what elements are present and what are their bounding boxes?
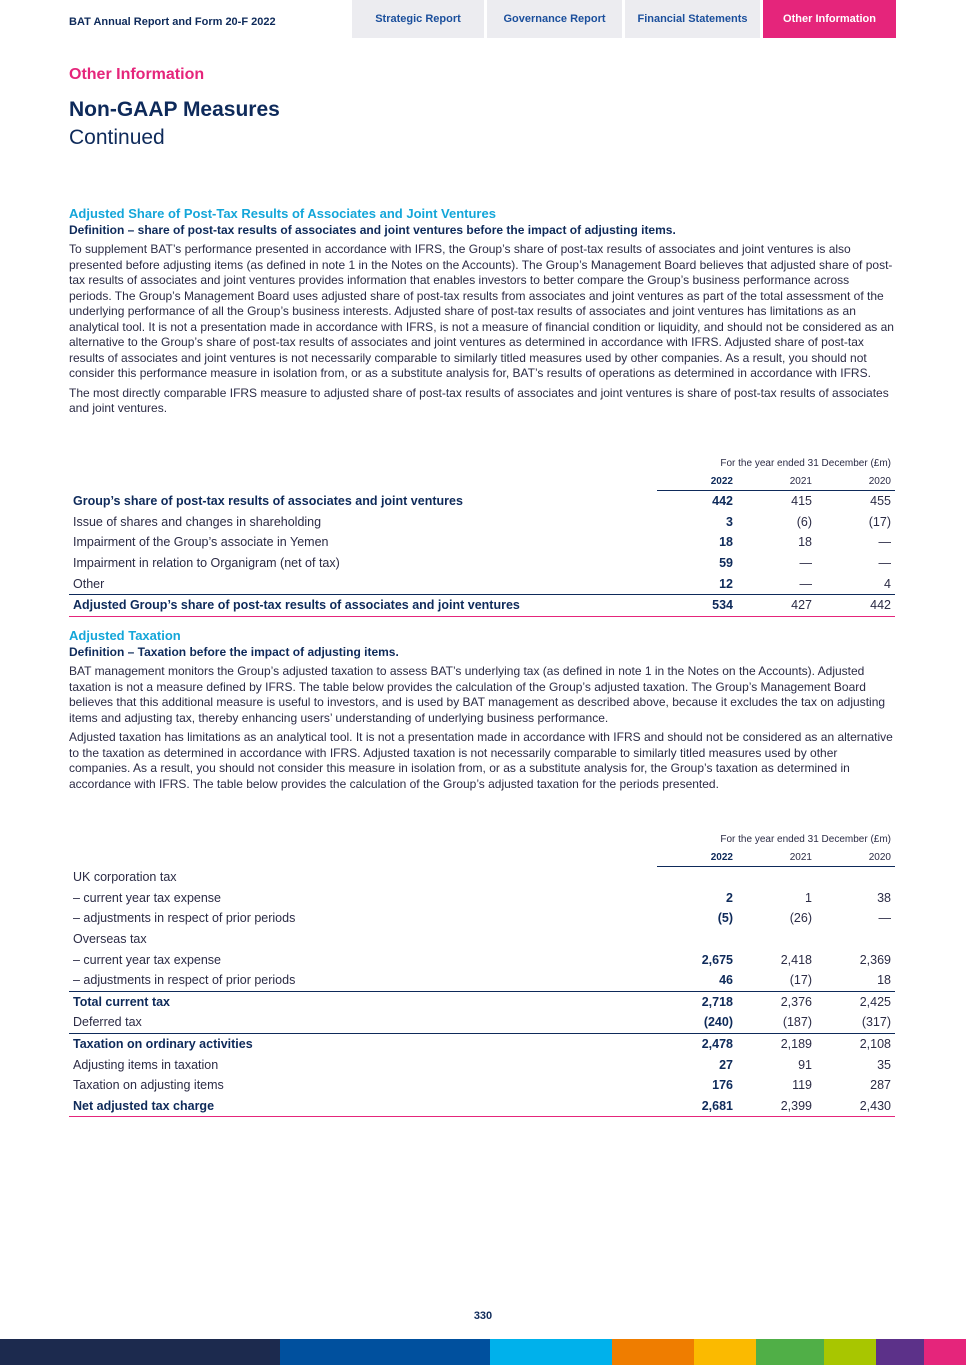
row-label: Overseas tax: [73, 932, 147, 947]
row-label: – current year tax expense: [73, 952, 221, 967]
year-2022: 2022: [710, 851, 733, 863]
table-row: [69, 991, 895, 1013]
table-row: [69, 970, 895, 991]
associates-definition: Definition – share of post-tax results of associates and joint ventures before the impact of adjusting items.: [69, 223, 676, 237]
table-row: [69, 1012, 895, 1033]
value-2021: —: [799, 556, 812, 571]
row-label: Impairment of the Group’s associate in Yemen: [73, 535, 329, 550]
tab-strategic-report[interactable]: Strategic Report: [352, 0, 484, 38]
table-row: [69, 553, 895, 574]
value-2021: (6): [796, 514, 812, 529]
value-2021: 427: [791, 598, 812, 613]
table-year-header: [657, 848, 895, 867]
value-2021: 2,189: [780, 1037, 812, 1052]
value-2021: 91: [798, 1057, 812, 1072]
report-title: BAT Annual Report and Form 20-F 2022: [69, 16, 276, 28]
value-2022: 12: [719, 576, 733, 591]
value-2022: 2,718: [701, 994, 733, 1009]
color-segment: [280, 1339, 490, 1365]
value-2022: 2,681: [701, 1098, 733, 1113]
value-2021: 415: [791, 494, 812, 509]
row-label: Group’s share of post-tax results of associates and joint ventures: [73, 494, 463, 509]
value-2020: 18: [877, 973, 891, 988]
row-label: Impairment in relation to Organigram (net of tax): [73, 556, 340, 571]
value-2020: (317): [861, 1015, 891, 1030]
year-2021: 2021: [789, 851, 812, 863]
row-label: Total current tax: [73, 994, 171, 1009]
row-label: – adjustments in respect of prior periods: [73, 973, 296, 988]
color-segment: [694, 1339, 756, 1365]
associates-section: [69, 205, 895, 417]
row-label: Deferred tax: [73, 1015, 142, 1030]
section-label: Other Information: [69, 66, 205, 83]
color-segment: [612, 1339, 694, 1365]
taxation-definition: Definition – Taxation before the impact of adjusting items.: [69, 645, 399, 659]
associates-paragraph-2: The most directly comparable IFRS measure to adjusted share of post-tax results of associates and joint ventures is share of post-tax results of associates and joint ventures.: [69, 385, 889, 415]
tab-financial-statements[interactable]: Financial Statements: [625, 0, 760, 38]
table-row: [69, 1054, 895, 1075]
taxation-paragraph-1: BAT management monitors the Group’s adjusted taxation to assess BAT’s underlying tax (as defined in note 1 in the Notes on the Accounts). Adjusted taxation is not a measure defined by IFRS. The table below provides the calculation of the Group’s adjusted taxation. The Group’s Management Board believes that this additional measure is useful to investors, and is used by BAT management as described above, because it excludes the tax on adjusting items and adjusting tax, thereby enhancing users’ understanding of underlying business performance.: [69, 664, 886, 725]
value-2022: 46: [719, 973, 733, 988]
value-2022: 442: [712, 494, 733, 509]
value-2022: 176: [712, 1078, 733, 1093]
color-segment: [824, 1339, 876, 1365]
table-row: [69, 949, 895, 970]
year-2021: 2021: [789, 475, 812, 487]
value-2022: (5): [717, 911, 733, 926]
table-row: [69, 491, 895, 512]
value-2021: (26): [789, 911, 812, 926]
page-number: 330: [473, 1310, 493, 1322]
value-2022: 3: [726, 514, 733, 529]
value-2020: 287: [870, 1078, 891, 1093]
value-2022: (240): [703, 1015, 733, 1030]
value-2021: —: [799, 576, 812, 591]
value-2020: 2,430: [859, 1098, 891, 1113]
table-caption: For the year ended 31 December (£m): [720, 458, 891, 469]
value-2022: 18: [719, 535, 733, 550]
table-row: [69, 888, 895, 909]
color-segment: [0, 1339, 280, 1365]
year-2020: 2020: [868, 851, 891, 863]
row-label: – adjustments in respect of prior periods: [73, 911, 296, 926]
value-2021: 1: [805, 890, 812, 905]
associates-table: [69, 458, 895, 617]
color-segment: [876, 1339, 924, 1365]
value-2020: (17): [868, 514, 891, 529]
associates-paragraph-1: To supplement BAT’s performance presented in accordance with IFRS, the Group’s share of post-tax results of associates and joint ventures is also presented before adjusting items (as defined in note 1 in the Notes on the Accounts). The Group’s Management Board believes that adjusted share of post-tax results of associates and joint ventures provides information that enables investors to better compare the Group’s business performance across periods. The Group’s Management Board uses adjusted share of post-tax results from associates and joint ventures as part of the total assessment of the underlying performance of all the Group’s business interests. Adjusted share of post-tax results of associates and joint ventures has limitations as an analytical tool. It is not a presentation made in accordance with IFRS, is not a measure of financial condition or liquidity, and should not be considered as an alternative to the Group’s share of post-tax results of associates and joint ventures as determined in accordance with IFRS. Adjusted share of post-tax results of associates and joint ventures is not necessarily comparable to similarly titled measures used by other companies. As a result, you should not consider this performance measure in isolation from, or as a substitute analysis for, BAT’s results of operations as determined in accordance with IFRS.: [69, 242, 894, 380]
value-2020: 455: [870, 494, 891, 509]
table-row: [69, 908, 895, 929]
table-row: [69, 929, 895, 950]
value-2020: 35: [877, 1057, 891, 1072]
row-label: Other: [73, 576, 105, 591]
value-2022: 2: [726, 890, 733, 905]
row-label: UK corporation tax: [73, 870, 177, 885]
table-caption: For the year ended 31 December (£m): [720, 834, 891, 845]
value-2021: 2,376: [780, 994, 812, 1009]
value-2020: —: [878, 556, 891, 571]
value-2021: (17): [789, 973, 812, 988]
top-navigation: [0, 0, 966, 38]
table-row: [69, 512, 895, 533]
value-2020: 2,108: [859, 1037, 891, 1052]
color-segment: [756, 1339, 824, 1365]
row-label: Net adjusted tax charge: [73, 1098, 215, 1113]
footer-color-bar: [0, 1339, 966, 1365]
value-2021: (187): [782, 1015, 812, 1030]
value-2022: 59: [719, 556, 733, 571]
row-label: Taxation on ordinary activities: [73, 1037, 253, 1052]
year-2020: 2020: [868, 475, 891, 487]
color-segment: [924, 1339, 966, 1365]
color-segment: [490, 1339, 612, 1365]
value-2021: 18: [798, 535, 812, 550]
value-2020: 2,425: [859, 994, 891, 1009]
year-2022: 2022: [710, 475, 733, 487]
value-2020: 442: [870, 598, 891, 613]
value-2020: —: [878, 911, 891, 926]
value-2020: 38: [877, 890, 891, 905]
row-label: Taxation on adjusting items: [73, 1078, 224, 1093]
value-2022: 534: [712, 598, 733, 613]
taxation-heading: Adjusted Taxation: [69, 628, 181, 643]
value-2020: 2,369: [859, 952, 891, 967]
value-2022: 2,675: [701, 952, 733, 967]
value-2022: 27: [719, 1057, 733, 1072]
value-2020: 4: [884, 576, 891, 591]
table-row: [69, 573, 895, 594]
value-2022: 2,478: [701, 1037, 733, 1052]
row-label: Adjusting items in taxation: [73, 1057, 219, 1072]
table-row: [69, 1033, 895, 1055]
table-row: [69, 594, 895, 617]
value-2021: 2,399: [780, 1098, 812, 1113]
table-row: [69, 532, 895, 553]
associates-heading: Adjusted Share of Post-Tax Results of Associates and Joint Ventures: [69, 206, 496, 221]
tab-governance-report[interactable]: Governance Report: [487, 0, 622, 38]
value-2021: 119: [792, 1078, 812, 1093]
value-2021: 2,418: [780, 952, 812, 967]
taxation-paragraph-2: Adjusted taxation has limitations as an analytical tool. It is not a presentation made in accordance with IFRS and should not be considered as an alternative to the taxation as determined in accordance with IFRS. Adjusted taxation is not necessarily comparable to similarly titled measures used by other companies. As a result, you should not consider this measure in isolation from, or as a substitute analysis for, the Group’s taxation as determined in accordance with IFRS. The table below provides the calculation of the Group’s adjusted taxation for the periods presented.: [69, 730, 893, 791]
taxation-table: [69, 834, 895, 1117]
value-2020: —: [878, 535, 891, 550]
row-label: Issue of shares and changes in shareholding: [73, 514, 322, 529]
page-subtitle: Continued: [69, 126, 165, 149]
row-label: Adjusted Group’s share of post-tax results of associates and joint ventures: [73, 598, 520, 613]
page-title: Non-GAAP Measures: [69, 98, 280, 121]
row-label: – current year tax expense: [73, 890, 221, 905]
table-row: [69, 1096, 895, 1118]
table-year-header: [657, 472, 895, 491]
tab-other-information[interactable]: Other Information: [763, 0, 896, 38]
table-row: [69, 867, 895, 888]
taxation-section: [69, 627, 895, 792]
table-row: [69, 1075, 895, 1096]
